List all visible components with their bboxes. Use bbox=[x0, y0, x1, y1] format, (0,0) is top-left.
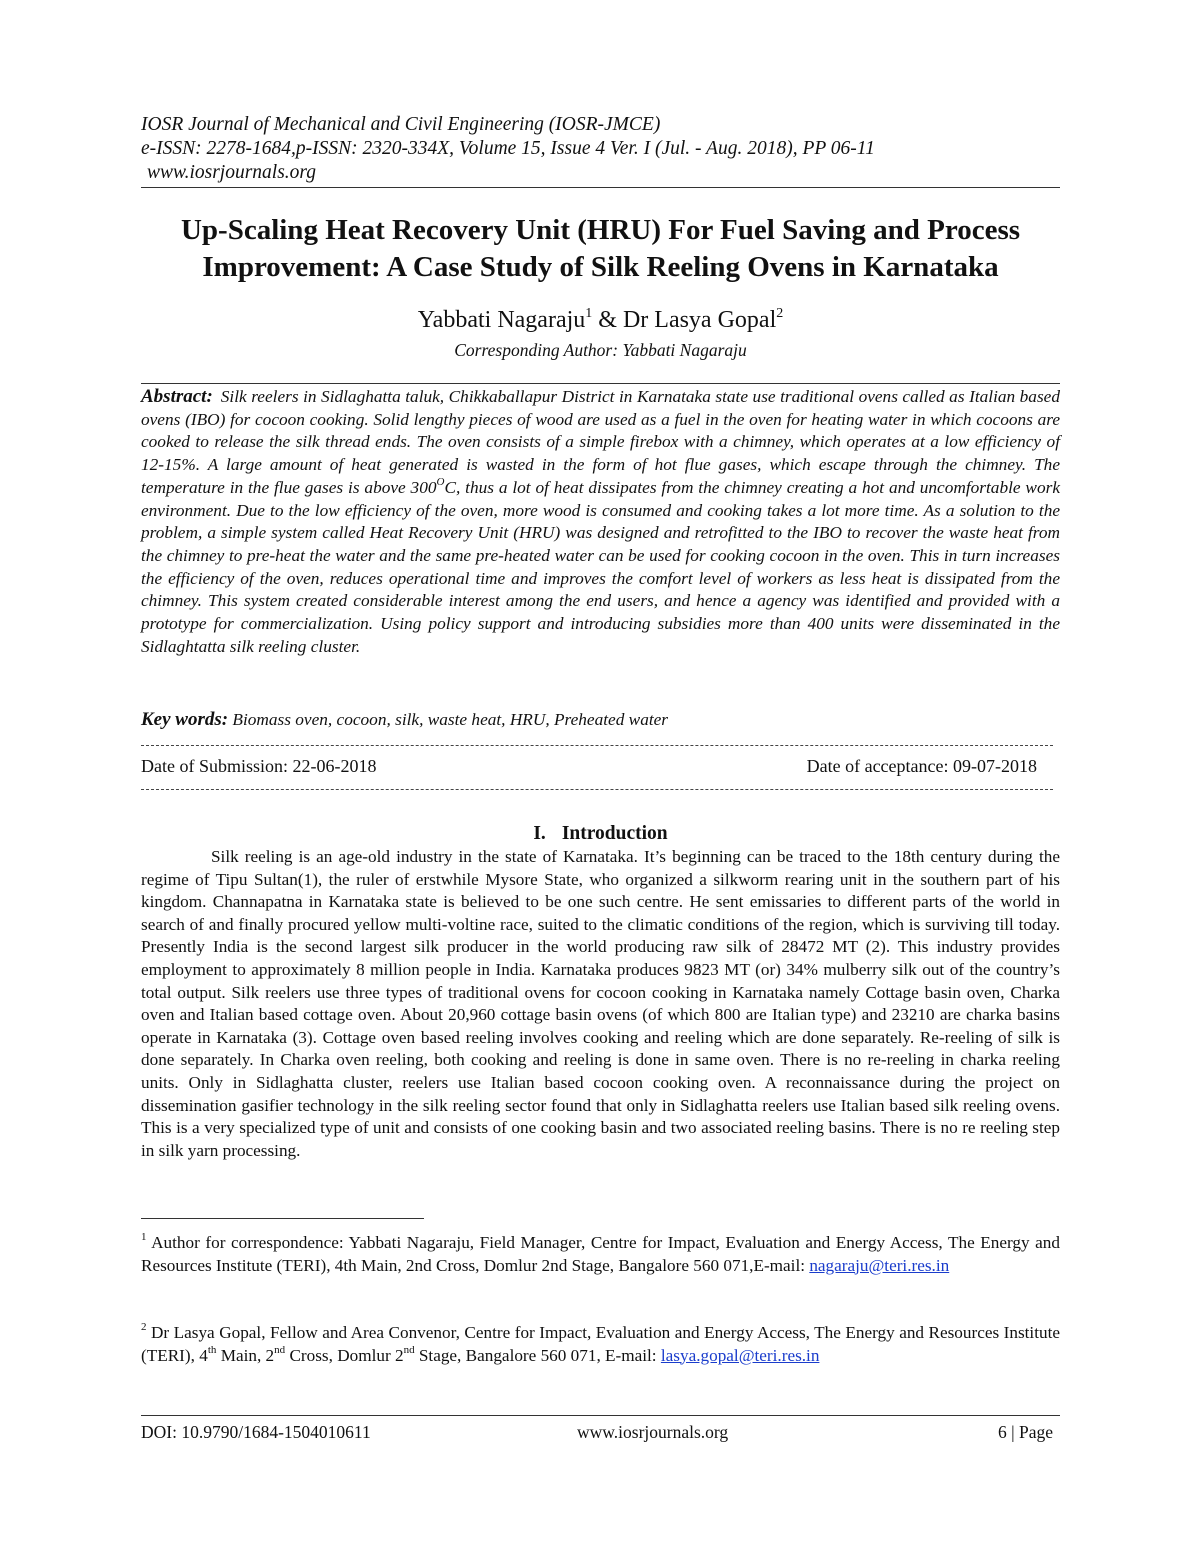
journal-website: www.iosrjournals.org bbox=[147, 162, 317, 183]
journal-name: IOSR Journal of Mechanical and Civil Engineering (IOSR-JMCE) bbox=[141, 114, 661, 135]
footnote-2-text-a: Dr Lasya Gopal, Fellow and Area Convenor, Centre for Impact, Evaluation and Energy Access, The Energy and Resources Institute (TERI), 4 bbox=[141, 1323, 1065, 1365]
author-2-footnote-mark[interactable]: 2 bbox=[776, 306, 784, 321]
dates-top-divider bbox=[141, 745, 1053, 746]
abstract-text-part-1: Silk reelers in Sidlaghatta taluk, Chikkaballapur District in Karnataka state use traditional ovens called as Italian based ovens (IBO) for cocoon cooking. Solid lengthy pieces of wood are used as a fuel in the oven for heating water in which cocoons are cooked to release the silk thread ends. The oven consists of a simple firebox with a chimney, which operates at a low efficiency of 12-15%. A large amount of heat generated is wasted in the form of hot flue gases, which escape through the chimney. The temperature in the flue gases is above 300 bbox=[141, 387, 1060, 497]
abstract bbox=[141, 386, 1060, 658]
author-2: Dr Lasya Gopal bbox=[622, 307, 777, 333]
paper-title bbox=[141, 212, 1060, 286]
header-divider bbox=[141, 187, 1060, 188]
author-separator: & bbox=[592, 307, 623, 333]
footnote-2-sup-nd-1: nd bbox=[274, 1343, 286, 1356]
footnote-2-email-link[interactable]: lasya.gopal@teri.res.in bbox=[660, 1345, 820, 1365]
author-1-footnote-mark[interactable]: 1 bbox=[585, 306, 593, 321]
footnote-2-text-b: Main, 2 bbox=[216, 1345, 275, 1365]
footnote-1-email-link[interactable]: nagaraju@teri.res.in bbox=[809, 1255, 950, 1275]
title-line-2: Improvement: A Case Study of Silk Reeling Ovens in Karnataka bbox=[202, 251, 999, 283]
title-line-1: Up-Scaling Heat Recovery Unit (HRU) For Fuel Saving and Process bbox=[180, 214, 1021, 246]
abstract-divider bbox=[141, 383, 1060, 384]
footnote-2-sup-nd-2: nd bbox=[403, 1343, 415, 1356]
footer-website: www.iosrjournals.org bbox=[577, 1422, 729, 1442]
keywords-label: Key words: bbox=[141, 709, 229, 730]
degree-superscript: O bbox=[436, 475, 445, 488]
journal-issn: e-ISSN: 2278-1684,p-ISSN: 2320-334X, Volume 15, Issue 4 Ver. I (Jul. - Aug. 2018), PP 06-11 bbox=[141, 138, 875, 159]
footnote-divider bbox=[141, 1218, 424, 1219]
footnote-2 bbox=[141, 1321, 1065, 1367]
author-1: Yabbati Nagaraju bbox=[417, 307, 586, 333]
section-heading-introduction bbox=[141, 822, 1060, 846]
paper-page bbox=[141, 0, 1065, 1553]
date-of-submission: Date of Submission: 22-06-2018 bbox=[141, 756, 377, 776]
footnote-1 bbox=[141, 1231, 1065, 1277]
footnote-1-text: Author for correspondence: Yabbati Nagaraju, Field Manager, Centre for Impact, Evaluation and Energy Access, The Energy and Resources Institute (TERI), 4th Main, 2nd Cross, Domlur 2nd Stage, Bangalore 560 071,E-mail: bbox=[141, 1233, 1065, 1275]
section-title: Introduction bbox=[561, 823, 668, 844]
introduction-paragraph: Silk reeling is an age-old industry in the state of Karnataka. It’s beginning can be traced to the 18th century during the regime of Tipu Sultan(1), the ruler of erstwhile Mysore State, who organized a silkworm rearing unit in the southern part of his kingdom. Channapatna in Karnataka state is believed to be one such centre. He sent emissaries to different parts of the world in search of and finally procured yellow multi-voltine race, suited to the climatic conditions of the region, which is surviving till today. Presently India is the second largest silk producer in the world producing raw silk of 28472 MT (2). This industry provides employment to approximately 8 million people in India. Karnataka produces 9823 MT (or) 34% mulberry silk out of the country’s total output. Silk reelers use three types of traditional ovens for cocoon cooking in Karnataka namely Cottage basin oven, Charka oven and Italian based cottage oven. About 20,960 cottage basin ovens (of which 800 are Italian type) and 23210 are charka basins operate in Karnataka (3). Cottage oven based reeling involves cooking and reeling which are done separately. Re-reeling of silk is done separately. In Charka oven reeling, both cooking and reeling is done in same oven. There is no re-reeling in charka reeling units. Only in Sidlaghatta cluster, reelers use Italian based cocoon cooking oven. A reconnaissance during the project on dissemination gasifier technology in the silk reeling sector found that only in Sidlaghatta reelers use Italian based silk reeling ovens. This is a very specialized type of unit and consists of one cooking basin and two associated reeling basins. There is no re reeling step in silk yarn processing. bbox=[141, 847, 1060, 1160]
author-list bbox=[141, 305, 1060, 335]
section-number: I. bbox=[533, 823, 546, 844]
abstract-label: Abstract: bbox=[141, 386, 213, 407]
keywords bbox=[141, 709, 1060, 731]
abstract-text-part-2: C, thus a lot of heat dissipates from the chimney creating a hot and uncomfortable work environment. Due to the low efficiency of the oven, more wood is consumed and cooking takes a lot more time. As a solution to the problem, a simple system called Heat Recovery Unit (HRU) was designed and retrofitted to the IBO to recover the waste heat from the chimney to pre-heat the water and the same pre-heated water can be used for cooking cocoon in the oven. This in turn increases the efficiency of the oven, reduces operational time and improves the comfort level of workers as less heat is dissipated from the chimney. This system created considerable interest among the end users, and hence a agency was identified and provided with a prototype for commercialization. Using policy support and introducing subsidies more than 400 units were disseminated in the Sidlaghtatta silk reeling cluster. bbox=[141, 477, 1060, 656]
footer-doi: DOI: 10.9790/1684-1504010611 bbox=[141, 1422, 371, 1442]
footer-divider bbox=[141, 1415, 1060, 1416]
footnote-1-mark: 1 bbox=[141, 1231, 147, 1243]
dates-bottom-divider bbox=[141, 789, 1053, 790]
footer-page-number: 6 | Page bbox=[997, 1422, 1053, 1442]
date-of-acceptance: Date of acceptance: 09-07-2018 bbox=[806, 756, 1037, 776]
footnote-2-mark: 2 bbox=[141, 1321, 147, 1333]
footnote-2-sup-th: th bbox=[207, 1343, 217, 1356]
keywords-text: Biomass oven, cocoon, silk, waste heat, HRU, Preheated water bbox=[232, 710, 669, 729]
journal-header bbox=[141, 113, 1060, 185]
corresponding-author: Corresponding Author: Yabbati Nagaraju bbox=[454, 340, 747, 360]
footnote-2-text-d: Stage, Bangalore 560 071, E-mail: bbox=[414, 1345, 661, 1365]
footnote-2-text-c: Cross, Domlur 2 bbox=[285, 1345, 404, 1365]
